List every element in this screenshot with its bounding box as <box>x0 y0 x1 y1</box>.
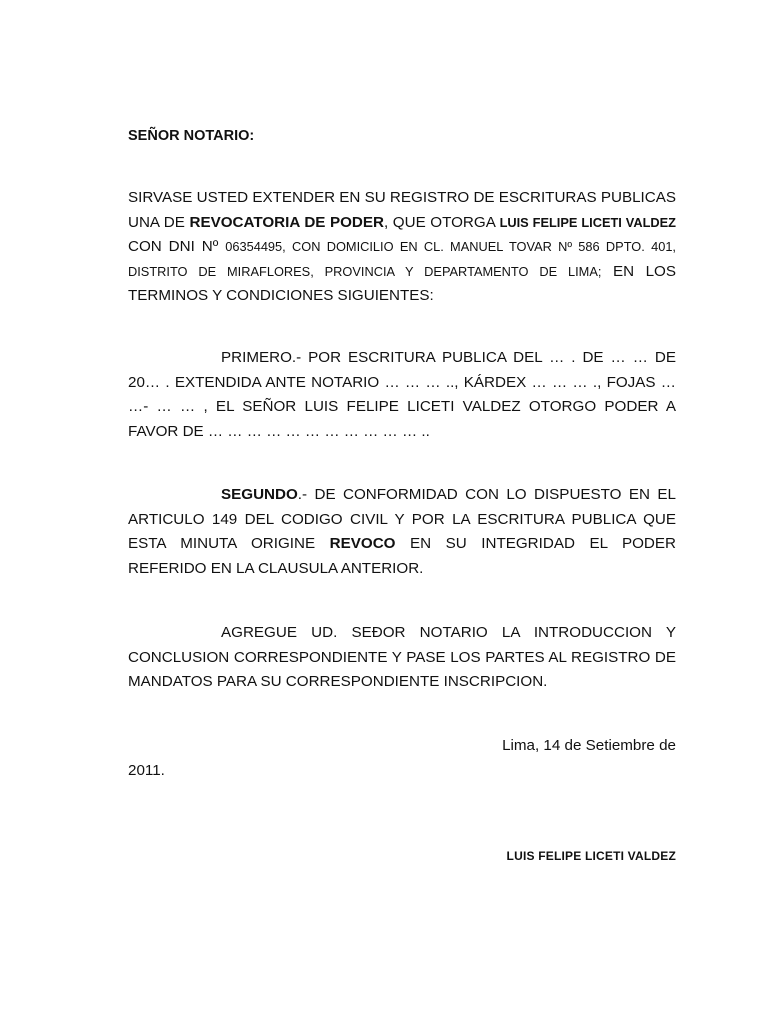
clause-second-heading: SEGUNDO <box>221 486 298 503</box>
clause-second <box>128 483 676 581</box>
date-line-2: 2011. <box>128 761 165 779</box>
intro-text: SIRVASE USTED EXTENDER EN SU REGISTRO DE ESCRITURAS PUBLICAS UNA DE <box>128 189 676 231</box>
date-block <box>128 734 676 783</box>
clause-first-text: PRIMERO.- POR ESCRITURA PUBLICA DEL … . DE … … DE 20… . EXTENDIDA ANTE NOTARIO … … … .., KÁRDEX … … … ., FOJAS … …- … … , EL SEÑOR LUIS FELIPE LICETI VALDEZ OTORGO PODER A FAVOR DE … … … … … … … … … … … .. <box>128 349 676 440</box>
salutation: SEÑOR NOTARIO: <box>128 128 255 144</box>
clause-second-text: .- DE CONFORMIDAD CON LO DISPUESTO EN EL ARTICULO 149 DEL CODIGO CIVIL Y POR LA ESCRITURA PUBLICA QUE ESTA MINUTA ORIGINE <box>128 486 676 552</box>
revoke-word: REVOCO <box>329 535 396 552</box>
signature-name: LUIS FELIPE LICETI VALDEZ <box>506 849 676 863</box>
clause-second-text: EN SU INTEGRIDAD EL PODER REFERIDO EN LA CLAUSULA ANTERIOR. <box>128 535 676 577</box>
grantor-address: 06354495, CON DOMICILIO EN CL. MANUEL TOVAR Nº 586 DPTO. 401, DISTRITO DE MIRAFLORES, PROVINCIA Y DEPARTAMENTO DE LIMA; <box>128 239 676 279</box>
intro-text: CON DNI Nº <box>128 238 226 255</box>
closing-paragraph <box>128 621 676 695</box>
paragraph-intro <box>128 186 676 309</box>
intro-text: EN LOS TERMINOS Y CONDICIONES SIGUIENTES: <box>128 262 676 304</box>
document-type: REVOCATORIA DE PODER <box>189 213 384 231</box>
clause-first <box>128 346 676 444</box>
intro-text: , QUE OTORGA <box>384 213 500 231</box>
grantor-name: LUIS FELIPE LICETI VALDEZ <box>499 214 676 230</box>
closing-text: AGREGUE UD. SEÐOR NOTARIO LA INTRODUCCION Y CONCLUSION CORRESPONDIENTE Y PASE LOS PARTES AL REGISTRO DE MANDATOS PARA SU CORRESPONDIENTE INSCRIPCION. <box>128 624 676 690</box>
date-line-1: Lima, 14 de Setiembre de <box>502 737 676 754</box>
